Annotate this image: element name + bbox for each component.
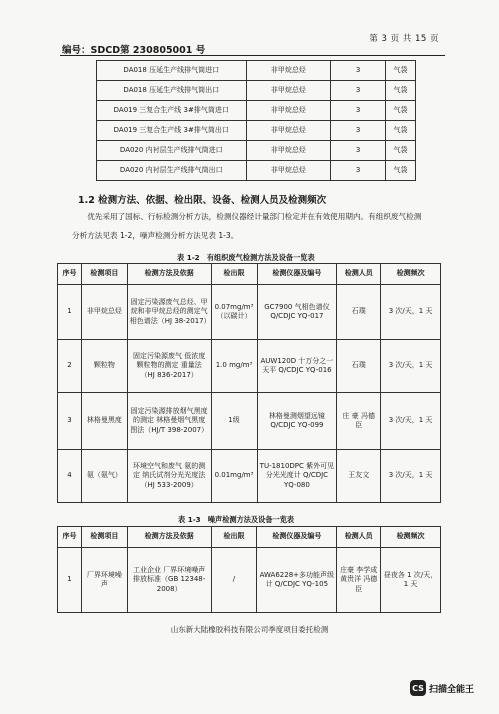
table-row	[97, 101, 416, 121]
table-row	[58, 340, 441, 393]
cell-staff: 庄 豪 冯德臣	[337, 393, 381, 450]
column-header: 序号	[58, 527, 82, 548]
cell-instrument: TU-1810DPC 紫外可见分光光度计 Q/CDJC YQ-080	[257, 450, 337, 503]
table-row	[58, 393, 441, 450]
column-header: 检测方法及依据	[127, 527, 211, 548]
cell-item: 颗粒物	[81, 340, 127, 393]
cell-index: 3	[58, 393, 82, 450]
scanner-watermark	[410, 680, 474, 696]
cell-method: 固定污染源废气 低浓度颗粒物的测定 重量法（HJ 836-2017）	[127, 340, 211, 393]
sampling-point: DA019 三复合生产线 3#排气筒进口	[97, 101, 247, 121]
table-row	[97, 81, 416, 101]
container: 气袋	[386, 61, 416, 81]
column-header: 检出限	[211, 264, 257, 285]
column-header: 检测项目	[81, 264, 127, 285]
cell-index: 4	[58, 450, 82, 503]
frequency: 3	[331, 101, 386, 121]
container: 气袋	[386, 81, 416, 101]
sampling-points-table	[96, 60, 416, 181]
cell-method: 工业企业 厂界环境噪声排放标准（GB 12348-2008）	[127, 548, 211, 613]
column-header: 检出限	[211, 527, 257, 548]
cell-method: 固定污染源排放烟气黑度的测定 林格曼烟气黑度图法（HJ/T 398-2007）	[127, 393, 211, 450]
cell-index: 1	[58, 548, 82, 613]
sampling-point: DA018 压延生产线排气筒出口	[97, 81, 247, 101]
cell-method: 环境空气和废气 氨的测定 纳氏试剂分光光度法（HJ 533-2009）	[127, 450, 211, 503]
table-row	[97, 61, 416, 81]
cell-staff: 庄豪 李学成 黄贵洋 冯德臣	[337, 548, 381, 613]
page-footer: 山东新大陆橡胶科技有限公司季度项目委托检测	[170, 625, 329, 634]
frequency: 3	[331, 141, 386, 161]
table-row	[97, 121, 416, 141]
section-title: 1.2 检测方法、依据、检出限、设备、检测人员及检测频次	[78, 195, 327, 206]
cell-limit: 1.0 mg/m³	[211, 340, 257, 393]
column-header: 检测人员	[337, 264, 381, 285]
report-number: 编号：SDCD第 230805001 号	[62, 45, 206, 56]
table-row	[97, 141, 416, 161]
column-header: 检测方法及依据	[127, 264, 211, 285]
section-paragraph: 分析方法见表 1-2，噪声检测分析方法见表 1-3。	[72, 231, 239, 240]
cell-index: 2	[58, 340, 82, 393]
container: 气袋	[386, 161, 416, 181]
cell-staff: 石璞	[337, 340, 381, 393]
sampling-point: DA020 内衬层生产线排气筒进口	[97, 141, 247, 161]
cell-staff: 石璞	[337, 285, 381, 340]
cell-limit: /	[211, 548, 257, 613]
column-header: 检测仪器及编号	[257, 527, 337, 548]
cell-item: 氨（氨气）	[81, 450, 127, 503]
cell-frequency: 3 次/天，1 天	[381, 340, 441, 393]
test-item: 非甲烷总烃	[246, 81, 331, 101]
table-header-row	[58, 264, 441, 285]
test-item: 非甲烷总烃	[246, 161, 331, 181]
column-header: 检测频次	[381, 527, 441, 548]
cell-frequency: 昼夜各 1 次/天，1 天	[381, 548, 441, 613]
test-item: 非甲烷总烃	[246, 141, 331, 161]
cell-staff: 王友文	[337, 450, 381, 503]
cell-instrument: AUW120D 十万分之一天平 Q/CDJC YQ-016	[257, 340, 337, 393]
table-row	[97, 161, 416, 181]
cell-frequency: 3 次/天，1 天	[381, 450, 441, 503]
sampling-point: DA018 压延生产线排气筒进口	[97, 61, 247, 81]
cell-limit: 1级	[211, 393, 257, 450]
cell-instrument: GC7900 气相色谱仪 Q/CDJC YQ-017	[257, 285, 337, 340]
cell-limit: 0.07mg/m³（以碳计）	[211, 285, 257, 340]
sampling-point: DA019 三复合生产线 3#排气筒出口	[97, 121, 247, 141]
table-row	[58, 450, 441, 503]
column-header: 检测人员	[337, 527, 381, 548]
container: 气袋	[386, 101, 416, 121]
test-item: 非甲烷总烃	[246, 121, 331, 141]
cell-frequency: 3 次/天，1 天	[381, 393, 441, 450]
cell-item: 林格曼黑度	[81, 393, 127, 450]
waste-gas-methods-table	[57, 263, 441, 503]
column-header: 检测频次	[381, 264, 441, 285]
frequency: 3	[331, 161, 386, 181]
cell-frequency: 3 次/天，1 天	[381, 285, 441, 340]
header-rule	[60, 55, 445, 56]
frequency: 3	[331, 81, 386, 101]
page-number: 第 3 页 共 15 页	[369, 34, 439, 44]
table-caption: 表 1-3 噪声检测方法及设备一览表	[178, 515, 295, 524]
table-header-row	[58, 527, 441, 548]
cell-instrument: AWA6228+多功能声级计 Q/CDJC YQ-105	[257, 548, 337, 613]
cell-limit: 0.01mg/m³	[211, 450, 257, 503]
column-header: 检测仪器及编号	[257, 264, 337, 285]
watermark-text: 扫描全能王	[429, 684, 475, 695]
table-caption: 表 1-2 有组织废气检测方法及设备一览表	[177, 253, 315, 262]
cell-instrument: 林格曼测烟望远镜 Q/CDJC YQ-099	[257, 393, 337, 450]
container: 气袋	[386, 121, 416, 141]
cell-item: 非甲烷总烃	[81, 285, 127, 340]
section-paragraph: 优先采用了国标、行标检测分析方法，检测仪器经计量部门检定并在有效使用期内。有组织废气检测	[87, 212, 422, 221]
column-header: 序号	[58, 264, 82, 285]
test-item: 非甲烷总烃	[246, 61, 331, 81]
frequency: 3	[331, 61, 386, 81]
test-item: 非甲烷总烃	[246, 101, 331, 121]
container: 气袋	[386, 141, 416, 161]
camscanner-icon: CS	[410, 680, 426, 696]
noise-methods-table	[57, 526, 441, 613]
cell-item: 厂界环境噪声	[81, 548, 127, 613]
sampling-point: DA020 内衬层生产线排气筒出口	[97, 161, 247, 181]
table-row	[58, 548, 441, 613]
cell-method: 固定污染源废气总烃、甲烷和非甲烷总烃的测定气相色谱法（HJ 38-2017）	[127, 285, 211, 340]
frequency: 3	[331, 121, 386, 141]
cell-index: 1	[58, 285, 82, 340]
table-row	[58, 285, 441, 340]
column-header: 检测项目	[81, 527, 127, 548]
